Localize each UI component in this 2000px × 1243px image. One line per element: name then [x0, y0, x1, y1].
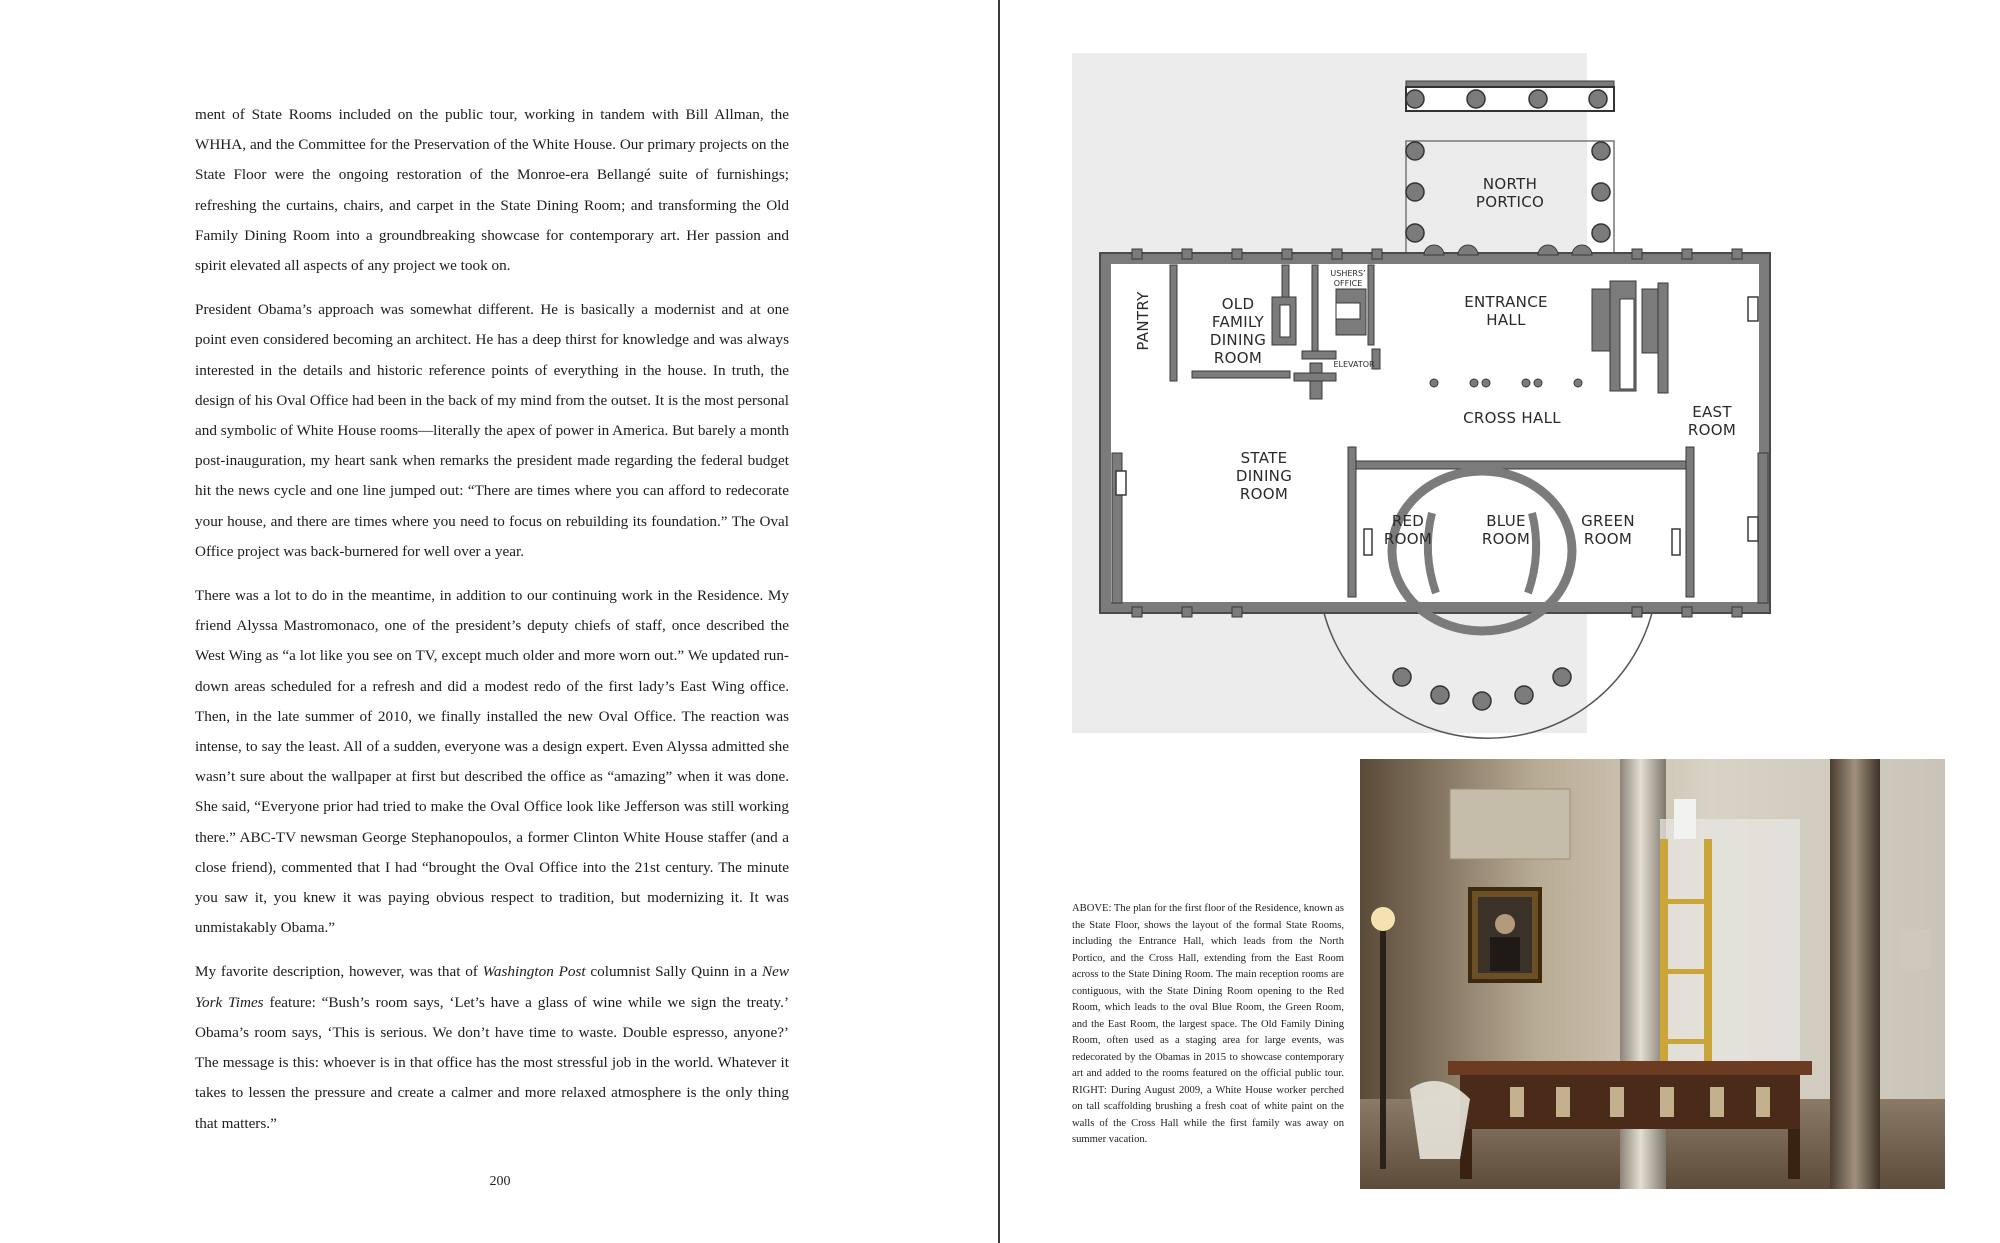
- floor-plan: [1072, 53, 1737, 733]
- label-elevator: ELEVATOR: [1333, 360, 1375, 369]
- label-office: OFFICE: [1333, 279, 1363, 288]
- label-ushers: USHERS’: [1330, 269, 1366, 278]
- label-green: GREEN: [1581, 512, 1635, 530]
- label-family: FAMILY: [1211, 313, 1265, 331]
- label-red: RED: [1391, 512, 1425, 530]
- paragraph-4-part2: columnist Sally Quinn in a: [585, 963, 762, 981]
- washington-post-italic: Washington Post: [482, 963, 586, 981]
- label-entrance: ENTRANCE: [1464, 293, 1548, 311]
- paragraph-4-part3: feature: “Bush’s room says, ‘Let’s have a glass of wine while we sign the treaty.’ Obama’s room says, ‘This is serious. We don’t have time to waste. Double espresso, anyone?’ The message is this: whoever is in that office has the most stressful job in the world. Whatever it takes to lessen the pressure and create a calmer and more relaxed atmosphere is the only thing that matters.”: [195, 993, 790, 1132]
- label-portico: PORTICO: [1475, 193, 1545, 211]
- paragraph-4: [195, 957, 789, 1138]
- label-hall: HALL: [1486, 311, 1526, 329]
- paragraph-1: ment of State Rooms included on the public tour, working in tandem with Bill Allman, the WHHA, and the Committee for the Preservation of the White House. Our primary projects on the State Floor were the ongoing restoration of the Monroe-era Bellangé suite of furnishings; refreshing the curtains, chairs, and carpet in the State Dining Room; and transforming the Old Family Dining Room into a groundbreaking showcase for contemporary art. Her passion and spirit elevated all aspects of any project we took on.: [195, 106, 789, 275]
- left-page: [0, 0, 998, 1243]
- cross-hall-photo-illustration: [1360, 759, 1945, 1189]
- new-york-times-italic: New York Times: [195, 963, 790, 1011]
- label-east-room: ROOM: [1687, 421, 1737, 439]
- photo-caption: ABOVE: The plan for the first floor of the Residence, known as the State Floor, shows the layout of the formal State Rooms, including the Entrance Hall, which leads from the North Portico, and the Cross Hall, extending from the East Room across to the State Dining Room. The main reception rooms are contiguous, with the State Dining Room opening to the Red Room, which leads to the oval Blue Room, the Green Room, and the East Room, the largest space. The Old Family Dining Room, often used as a staging area for large events, was redecorated by the Obamas in 2015 to showcase contemporary art and added to the rooms featured on the official public tour. RIGHT: During August 2009, a White House worker perched on tall scaffolding brushing a fresh coat of white paint on the walls of the Cross Hall while the first family was away on summer vacation.: [1072, 903, 1344, 1145]
- label-blue-room: ROOM: [1481, 530, 1531, 548]
- paragraph-2: President Obama’s approach was somewhat different. He is basically a modernist and at one point even considered becoming an architect. He has a deep thirst for knowledge and was always interested in the details and historic reference points of everything in the house. In truth, the design of his Oval Office had been in the back of my mind from the outset. It is the most personal and symbolic of White House rooms—literally the apex of power in America. But barely a month post-inauguration, my heart sank when remarks the president made regarding the federal budget hit the news cycle and one line jumped out: “There are times where you can afford to redecorate your house, and there are times where you need to focus on rebuilding its foundation.” The Oval Office project was back-burnered for well over a year.: [195, 301, 790, 560]
- label-room-1: ROOM: [1213, 349, 1263, 367]
- cross-hall-photo: [1360, 759, 1945, 1189]
- label-state: STATE: [1240, 449, 1288, 467]
- page-number: 200: [489, 1174, 511, 1189]
- right-page: [1000, 0, 2000, 1243]
- floor-plan-drawing: [1072, 53, 1737, 733]
- paragraph-4-part1: My favorite description, however, was that of: [195, 963, 483, 981]
- label-dining: DINING: [1209, 331, 1267, 349]
- label-green-room: ROOM: [1583, 530, 1633, 548]
- label-pantry: PANTRY: [1134, 291, 1152, 351]
- label-blue: BLUE: [1486, 512, 1526, 530]
- paragraph-3: There was a lot to do in the meantime, in addition to our continuing work in the Residence. My friend Alyssa Mastromonaco, one of the president’s deputy chiefs of staff, once described the West Wing as “a lot like you see on TV, except much older and more worn out.” We updated run-down areas scheduled for a refresh and did a modest redo of the first lady’s East Wing office. Then, in the late summer of 2010, we finally installed the new Oval Office. The reaction was intense, to say the least. All of a sudden, everyone was a design expert. Even Alyssa admitted she wasn’t sure about the wallpaper at first but described the office as “amazing” when it was done. She said, “Everyone prior had tried to make the Oval Office look like Jefferson was still working there.” ABC-TV newsman George Stephanopoulos, a former Clinton White House staffer (and a close friend), commented that I had “brought the Oval Office into the 21st century. The minute you saw it, you knew it was paying obvious respect to tradition, but modernizing it. It was unmistakably Obama.”: [195, 587, 789, 937]
- label-east: EAST: [1692, 403, 1732, 421]
- label-old: OLD: [1221, 295, 1255, 313]
- label-state-dining: DINING: [1235, 467, 1293, 485]
- label-red-room: ROOM: [1383, 530, 1433, 548]
- label-north: NORTH: [1482, 175, 1538, 193]
- label-state-room: ROOM: [1239, 485, 1289, 503]
- body-text: [195, 100, 789, 1153]
- label-cross-hall: CROSS HALL: [1463, 409, 1561, 427]
